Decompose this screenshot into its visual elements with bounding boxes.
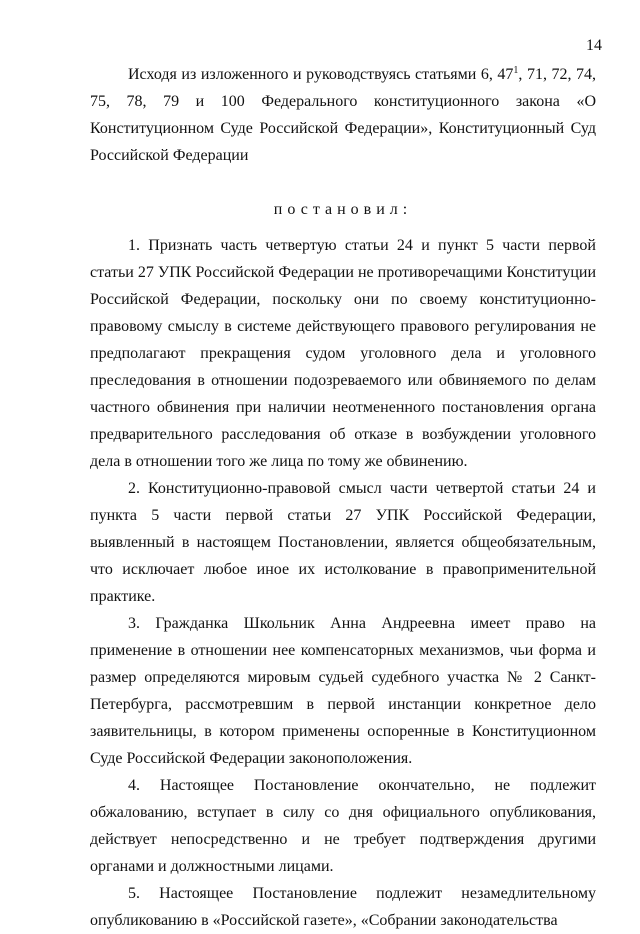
paragraph-2: 2. Конституционно-правовой смысл части четвертой статьи 24 и пункта 5 части первой статьи 27 УПК Российской Федерации, выявленный в настоящем Постановлении, является общеобязательным, что исключает любое иное их истолкование в правоприменительной практике. — [90, 480, 596, 605]
intro-superscript: 1 — [513, 65, 519, 76]
paragraph-1: 1. Признать часть четвертую статьи 24 и пункт 5 части первой статьи 27 УПК Российской Федерации не противоречащими Конституции Российской Федерации, поскольку они по своему конституционно-правовому смыслу в системе действующего правового регулирования не предполагают прекращения судом уголовного дела и уголовного преследования в отношении подозреваемого или обвиняемого по делам частного обвинения при наличии неотмененного постановления органа предварительного расследования об отказе в возбуждении уголовного дела в отношении того же лица по тому же обвинению. — [90, 237, 596, 470]
intro-text: Исходя из изложенного и руководствуясь статьями 6, 47 — [128, 66, 514, 83]
page-number: 14 — [586, 37, 602, 54]
intro-paragraph — [90, 61, 596, 169]
intro-text-continued: , 71, 72, 74, 75, 78, 79 и 100 Федерального конституционного закона «О Конституционном Суде Российской Федерации», Конституционный Суд Российской Федерации — [90, 66, 597, 164]
paragraph-5: 5. Настоящее Постановление подлежит незамедлительному опубликованию в «Российской газете», «Собрании законодательства — [90, 885, 596, 929]
paragraph-4: 4. Настоящее Постановление окончательно, не подлежит обжалованию, вступает в силу со дня официального опубликования, действует непосредственно и не требует подтверждения другими органами и должностными лицами. — [90, 777, 596, 875]
document-body — [90, 61, 596, 934]
resolution-heading: постановил: — [273, 201, 413, 218]
paragraph-3: 3. Гражданка Школьник Анна Андреевна имеет право на применение в отношении нее компенсаторных механизмов, чьи форма и размер определяются мировым судьей судебного участка № 2 Санкт-Петербурга, рассмотревшим в первой инстанции конкретное дело заявительницы, в котором применены оспоренные в Конституционном Суде Российской Федерации законоположения. — [90, 615, 596, 767]
